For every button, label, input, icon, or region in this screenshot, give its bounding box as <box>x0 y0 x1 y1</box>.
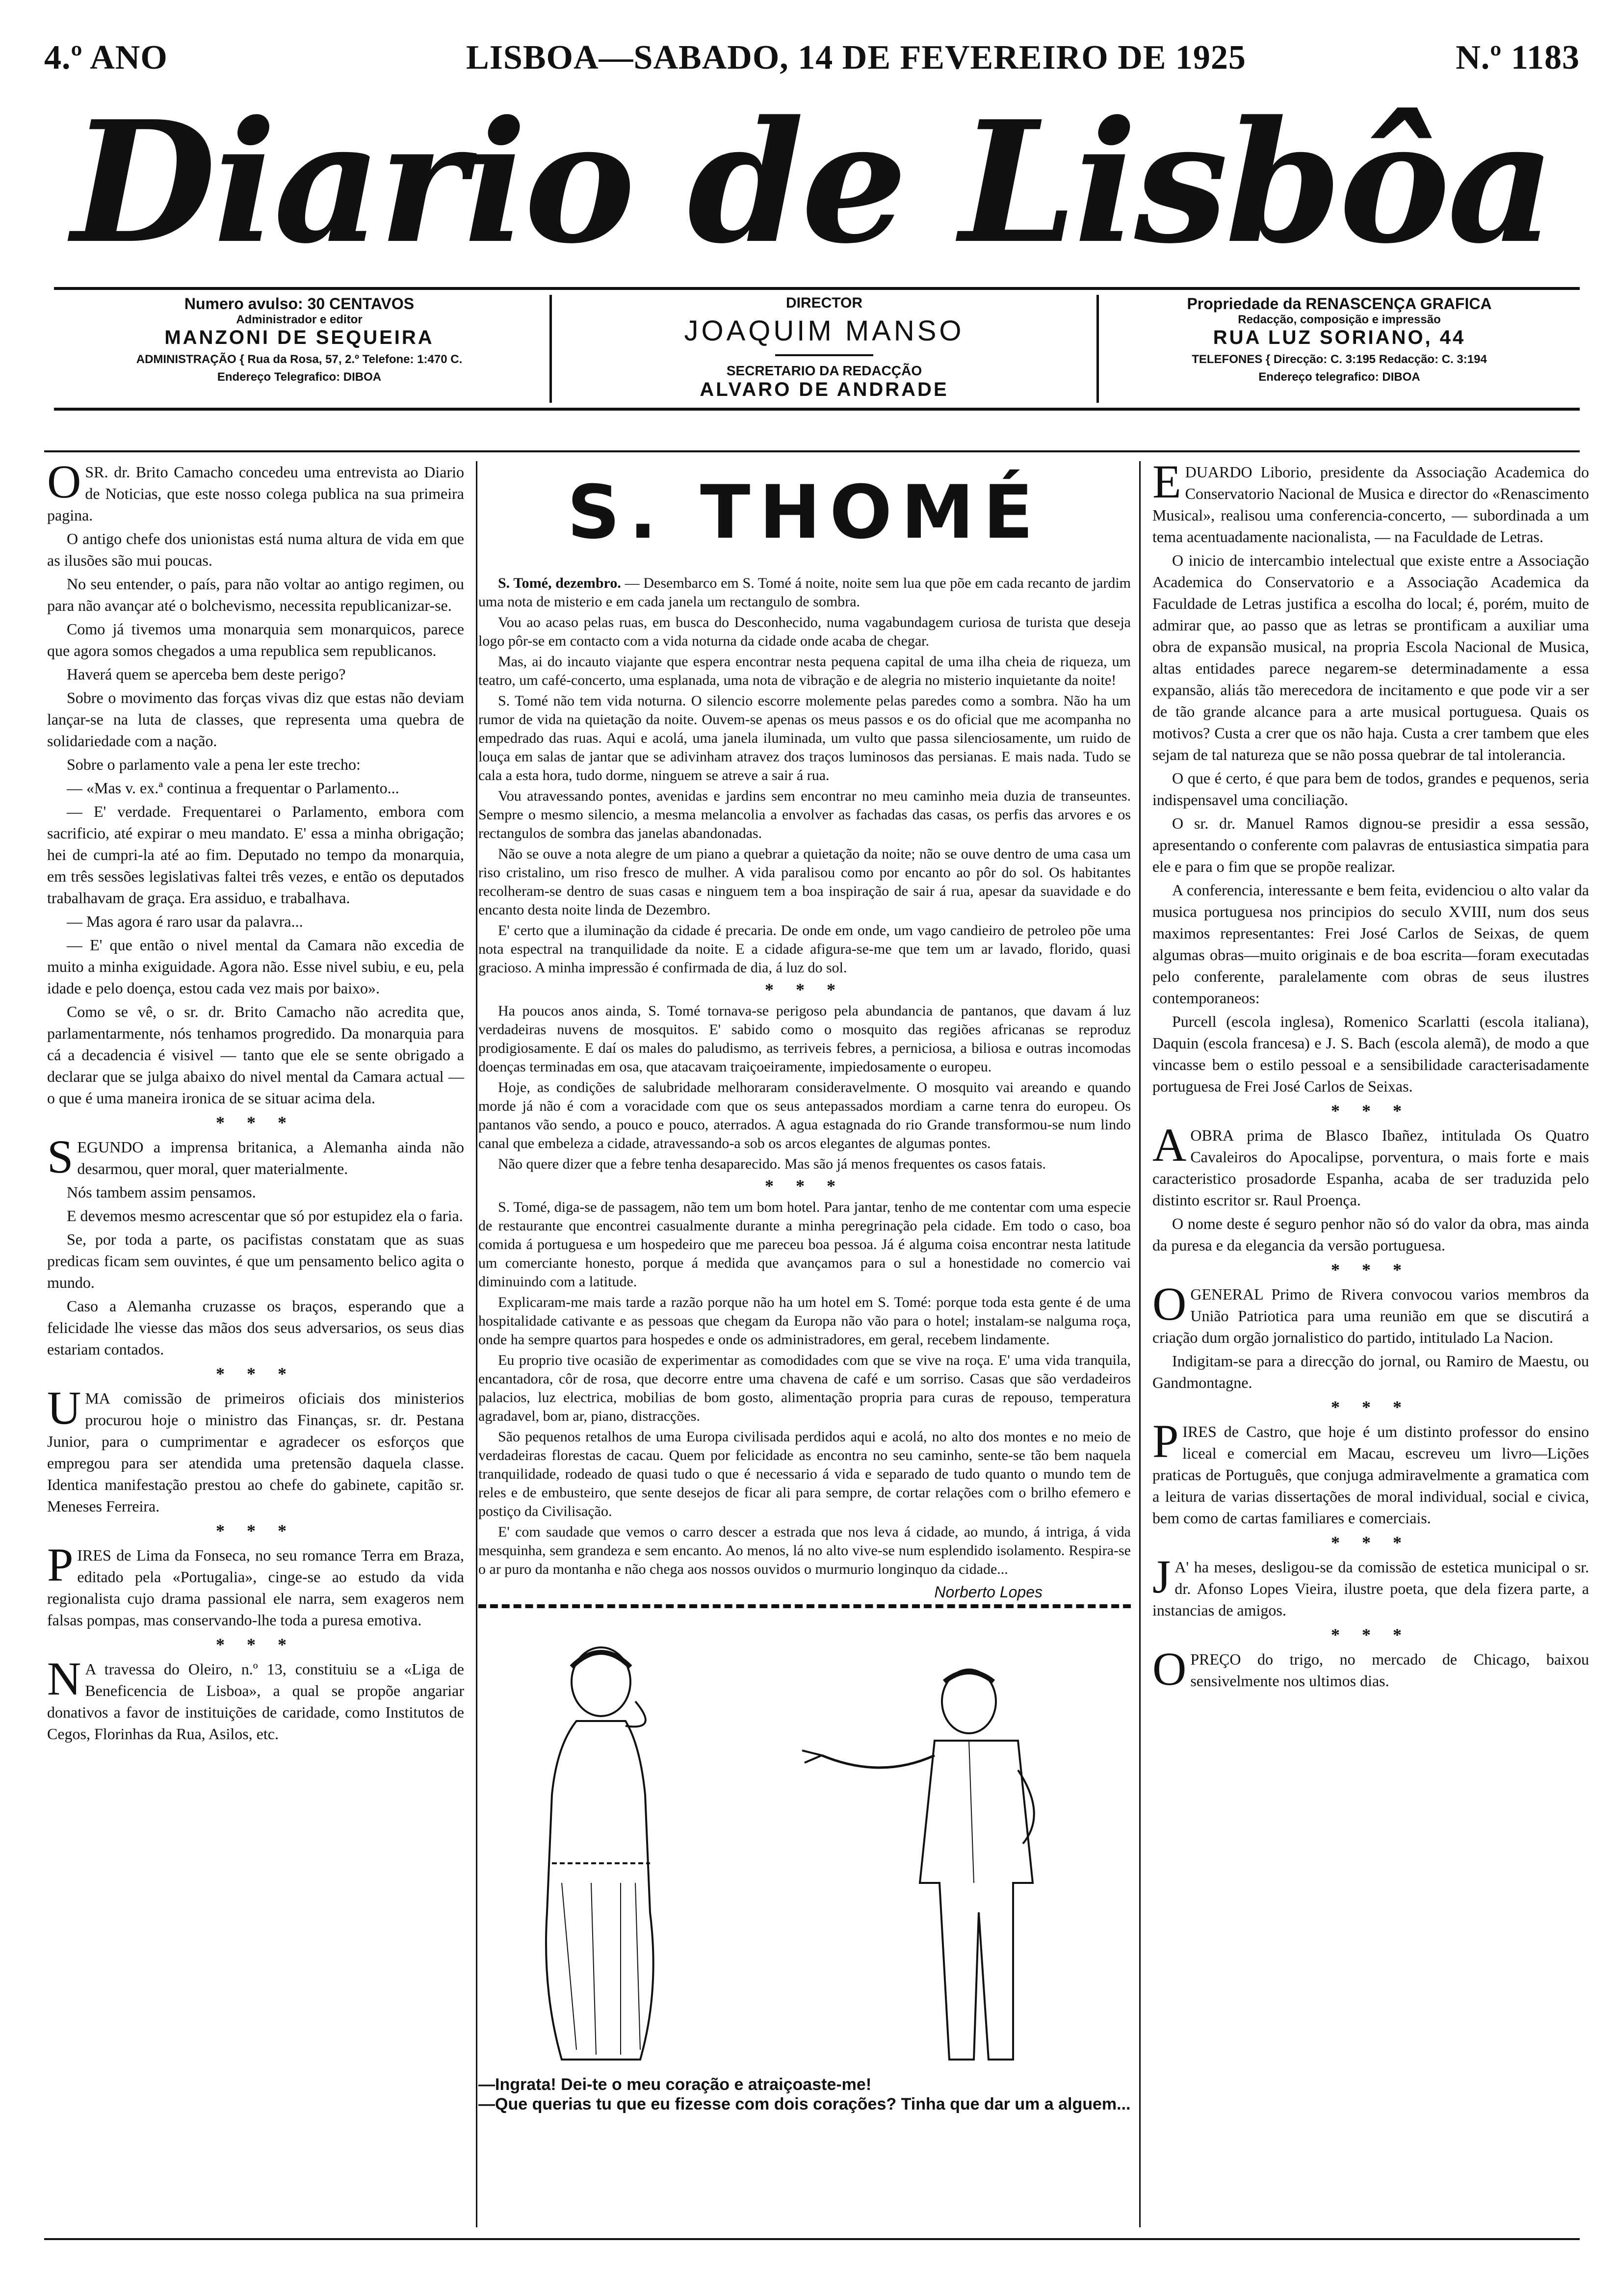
address: Rua da Rosa, 57, 2.º <box>247 353 359 366</box>
paragraph: Como já tivemos uma monarquia sem monarquicos, parece que agora somos chegados a uma republica sem republicanos. <box>47 620 464 659</box>
paragraph: Vou atravessando pontes, avenidas e jardins sem encontrar no meu caminho meia duzia de transeuntes. Sempre o mesmo silencio, a mesma melancolia a envolver as fachadas das casas, os perfis das arvores e os rectangulos de sombra das janelas abandonadas. <box>478 788 1131 841</box>
owner: Propriedade da RENASCENÇA GRAFICA <box>1187 295 1492 313</box>
drop-cap: E <box>1152 461 1181 508</box>
drop-cap: J <box>1152 1550 1171 1603</box>
paragraph: Como se vê, o sr. dr. Brito Camacho não acredita que, parlamentarmente, nós tenhamos progredido. Da monarquia para cá a decadencia é visivel — tanto que ele se sente obrigado a declarar que se julga abaixo do nivel mental da Camara actual — o que é uma maneira ironica de se situar acima dela. <box>47 1003 464 1107</box>
brief-text: IRES de Lima da Fonseca, no seu romance Terra em Braza, editado pela «Portugalia», cinge-se ao estudo da vida regionalista cujo drama passional ele narra, sem exageros nem falsas pompas, mas conservando-lhe toda a puresa emotiva. <box>47 1546 464 1629</box>
left-column <box>47 461 477 2227</box>
brief-officials <box>47 1382 464 1517</box>
brief-pires-de-castro <box>1152 1415 1589 1529</box>
article-headline: S. THOMÉ <box>567 470 1043 555</box>
drop-cap: S <box>47 1130 74 1183</box>
paragraph: Purcell (escola inglesa), Romenico Scarlatti (escola italiana), Daquin (escola francesa) e J. S. Bach (escola alemã), de modo a que vincasse bem o estilo pessoal e a sensibilidade caracterisadamente portuguesa de Frei José Carlos de Seixas. <box>1152 1013 1589 1095</box>
separator-stars: * * * <box>1331 1101 1410 1121</box>
drop-cap: P <box>1152 1415 1179 1467</box>
separator-stars: * * * <box>216 1521 295 1540</box>
director-label: DIRECTOR <box>785 295 863 311</box>
paragraph: Ha poucos anos ainda, S. Tomé tornava-se perigoso pela abundancia de pantanos, que davam á luz verdadeiras nuvens de mosquitos. E' sabido como o mosquito das regiões africanas se reproduz prodigiosamente. E daí os males do paludismo, as terriveis febres, a perniciosa, a biliosa e outras incomodas doenças terminadas em osa, que atacavam traiçoeiramente, impiedosamente o europeu. <box>478 1003 1131 1075</box>
brief-blasco-ibanez <box>1152 1119 1589 1211</box>
admin-label: Administrador e editor <box>236 313 363 326</box>
telegraph: Endereço Telegrafico: DIBOA <box>217 370 382 384</box>
price: Numero avulso: 30 CENTAVOS <box>184 295 415 313</box>
info-left <box>54 295 545 403</box>
press-address: RUA LUZ SORIANO, 44 <box>1213 327 1466 348</box>
paragraph: No seu entender, o país, para não voltar ao antigo regimen, ou para não avançar até o bolchevismo, necessita republicanizar-se. <box>47 575 464 614</box>
separator-stars: * * * <box>216 1113 295 1132</box>
phones-label: TELEFONES <box>1192 353 1263 366</box>
drop-cap: O <box>47 461 81 508</box>
brief-text: EGUNDO a imprensa britanica, a Alemanha ainda não desarmou, quer moral, quer materialmente. <box>77 1138 464 1177</box>
brief-text: DUARDO Liborio, presidente da Associação Academica do Conservatorio Nacional de Musica e director do «Renascimento Musical», realisou uma conferencia-concerto, — subordinada a um tema acentuadamente nacionalista, — na Faculdade de Letras. <box>1152 463 1589 546</box>
brief-text: IRES de Castro, que hoje é um distinto professor do ensino liceal e comercial em Macau, escreveu um livro—Lições praticas de Português, que conjuga admiravelmente a gramatica com a leitura de varias dissertações de moral individual, social e civica, bem como de cartas familiares e comerciais. <box>1152 1423 1589 1527</box>
brief-afonso-lopes-vieira <box>1152 1550 1589 1621</box>
admin-address-row: ADMINISTRAÇÃO { Rua da Rosa, 57, 2.º Telefone: 1:470 C. <box>136 353 463 366</box>
paragraph: Eu proprio tive ocasião de experimentar as comodidades com que se vive na roça. E' uma vida tranquila, encantadora, côr de rosa, que decorre entre uma chavena de café e um sorriso. Casas que são verdadeiros palacios, luz electrica, mobilias de bom gosto, alimentação propria para curas de repouso, temperatura agradavel, bom ar, piano, distracções. <box>478 1352 1131 1424</box>
cartoon-caption-2: —Que querias tu que eu fizesse com dois corações? Tinha que dar um a alguem... <box>478 2095 1131 2113</box>
byline: Norberto Lopes <box>934 1583 1043 1601</box>
article-body <box>478 574 1131 1601</box>
separator-stars: * * * <box>765 980 844 999</box>
paragraph: A conferencia, interessante e bem feita, evidenciou o alto valar da musica portuguesa nos principios do seculo XVIII, num dos seus maximos representantes: Frei José Carlos de Seixas, de quem algumas obras—muito originais e de boa escrita—foram executadas pelo conferente, paralelamente com obras de seus ilustres contemporaneos: <box>1152 881 1589 1007</box>
man-hair <box>944 1672 993 1682</box>
paragraph: Sobre o parlamento vale a pena ler este trecho: <box>67 756 361 773</box>
paragraph: Mas, ai do incauto viajante que espera encontrar nesta pequena capital de uma ilha cheia de riqueza, um teatro, um café-concerto, uma esplanada, uma nota de vibração e de alegria no misterio inquietante da noite! <box>478 653 1131 688</box>
press-label: Redacção, composição e impressão <box>1238 313 1441 326</box>
paragraph: Caso a Alemanha cruzasse os braços, esperando que a felicidade lhe viesse das mãos dos seus adversarios, os seus dias estariam contados. <box>47 1297 464 1358</box>
brief-text: MA comissão de primeiros oficiais dos ministerios procurou hoje o ministro das Finanças, sr. dr. Pestana Junior, para o cumprimentar e agradecer os esforços que empregou para ser atendida uma pretensão daquela classe. Identica manifestação prestou ao chefe do gabinete, capitão sr. Meneses Ferreira. <box>47 1389 464 1515</box>
man-suit <box>920 1741 1033 2060</box>
secretary-name: ALVARO DE ANDRADE <box>700 379 949 400</box>
address-label: ADMINISTRAÇÃO <box>136 353 236 366</box>
article-lead <box>478 574 1131 611</box>
man-hand <box>802 1750 822 1763</box>
paragraph: Indigitam-se para a direcção do jornal, ou Ramiro de Maestu, ou Gandmontagne. <box>1152 1352 1589 1391</box>
drop-cap: A <box>1152 1119 1187 1171</box>
telegraph-right: Endereço telegrafico: DIBOA <box>1258 370 1420 384</box>
paragraph: Nós tambem assim pensamos. <box>67 1183 256 1201</box>
paragraph: Haverá quem se aperceba bem deste perigo? <box>67 665 346 683</box>
paragraph: Vou ao acaso pelas ruas, em busca do Desconhecido, numa vagabundagem curiosa de turista que deseja logo pôr-se em contacto com a vida noturna da cidade onde acaba de chegar. <box>478 614 1131 649</box>
paragraph: O antigo chefe dos unionistas está numa altura de vida em que as ilusões são mui poucas. <box>47 530 464 569</box>
info-bar <box>54 287 1580 411</box>
info-middle <box>549 295 1099 403</box>
brief-text: A' ha meses, desligou-se da comissão de estetica municipal o sr. dr. Afonso Lopes Vieira, ilustre poeta, que dela fizera parte, a instancias de amigos. <box>1152 1558 1589 1619</box>
brief-text: PREÇO do trigo, no mercado de Chicago, baixou sensivelmente nos ultimos dias. <box>1190 1650 1589 1690</box>
issue-number: N.º 1183 <box>1456 39 1580 77</box>
paragraph: — Mas agora é raro usar da palavra... <box>67 913 303 930</box>
paragraph: — E' verdade. Frequentarei o Parlamento, embora com sacrificio, até expirar o meu mandato. E' essa a minha obrigação; hei de cumpri-la até ao fim. Deputado no tempo da monarquia, em três sessões legislativas faltei três vezes, e então os deputados trabalhavam de graça. Era assiduo, e trabalhava. <box>47 803 464 907</box>
brief-trigo <box>1152 1643 1589 1695</box>
paragraph: S. Tomé não tem vida noturna. O silencio escorre molemente pelas paredes como a sombra. Não ha um rumor de vida na quietação da noite. Ouvem-se apenas os meus passos e os do oficial que me acompanha no empedrado das ruas. Aqui e acolá, uma janela iluminada, um vulto que passa silenciosamente, um ruido de louça em salas de jantar que se adivinham atravez dos traços luminosos das persianas. E mais nada. Tudo se cala a esta hora, tudo dorme, ninguem se atreve a sair á rua. <box>478 693 1131 783</box>
drop-cap: U <box>47 1382 81 1434</box>
paragraph: E' com saudade que vemos o carro descer a estrada que nos leva á cidade, ao mundo, á intriga, á vida mesquinha, sem grandeza e sem encanto. Ao menos, lá no alto vive-se num esplendido isolamento. Respira-se o ar puro da montanha e não chega aos nossos ouvidos o murmurio longinquo da cidade... <box>478 1524 1131 1577</box>
secretary-label: SECRETARIO DA REDACÇÃO <box>726 363 922 378</box>
phones-row: TELEFONES { Direcção: C. 3:195 Redacção: C. 3:194 <box>1192 353 1487 366</box>
masthead-title: Diario de Lisbôa <box>71 85 1553 281</box>
woman-arm <box>626 1701 646 1726</box>
separator-stars: * * * <box>1331 1397 1410 1417</box>
paragraph: S. Tomé, diga-se de passagem, não tem um bom hotel. Para jantar, tenho de me contentar com uma especie de restaurante que encontrei casualmente durante a minha peregrinação pela cidade. Em todo o caso, boa comida á portuguesa e um hospedeiro que me pareceu boa pessoa. Já é alguma coisa encontrar nesta latitude um comerciante honesto, porque á medida que avançamos para o sul a honestidade no comercio vai diminuindo com a latitude. <box>478 1199 1131 1290</box>
paragraph: — E' que então o nivel mental da Camara não excedia de muito a minha exiguidade. Agora não. Esse nivel subiu, e eu, pela idade e pelo doença, estou cada vez mais por baixo». <box>47 936 464 997</box>
brief-text: GENERAL Primo de Rivera convocou varios membros da União Patriotica para uma reunião em que se discutirá a criação dum orgão jornalistico do partido, intitulado La Nacion. <box>1152 1285 1589 1346</box>
cartoon <box>478 1604 1131 2128</box>
paragraph: — «Mas v. ex.ª continua a frequentar o Parlamento... <box>67 779 399 797</box>
cartoon-illustration <box>478 1608 1131 2069</box>
drop-cap: P <box>47 1539 74 1591</box>
right-column <box>1139 461 1589 2227</box>
paragraph: O que é certo, é que para bem de todos, grandes e pequenos, seria indispensavel uma conciliação. <box>1152 769 1589 809</box>
separator-stars: * * * <box>216 1635 295 1654</box>
brief-camacho <box>47 461 464 526</box>
paragraph: O nome deste é seguro penhor não só do valor da obra, mas ainda da puresa e da elegancia da versão portuguesa. <box>1152 1215 1589 1254</box>
paragraph: E devemos mesmo acrescentar que só por estupidez ela o faria. <box>67 1207 463 1225</box>
paragraph: Sobre o movimento das forças vivas diz que estas não deviam lançar-se na luta de classes, que representa uma quebra de solidariedade com a nação. <box>47 689 464 750</box>
paragraph: Se, por toda a parte, os pacifistas constatam que as suas predicas ficam sem ouvintes, é que um pensamento belico agita o mundo. <box>47 1230 464 1291</box>
paragraph: Não se ouve a nota alegre de um piano a quebrar a quietação da noite; não se ouve dentro de uma casa um riso cristalino, um riso fresco de mulher. A vida paralisou como por encanto ao pôr do sol. Os habitantes recolheram-se dentro de suas casas e ninguem tem a boa inspiração de sair á rua, apesar da suavidade e do encanto desta noite linda de Dezembro. <box>478 846 1131 918</box>
main-article <box>478 461 1131 2227</box>
brief-primo-de-rivera <box>1152 1278 1589 1348</box>
divider <box>775 354 873 356</box>
drop-cap: O <box>1152 1643 1187 1695</box>
separator-stars: * * * <box>1331 1260 1410 1279</box>
dateline: LISBOA—SABADO, 14 DE FEVEREIRO DE 1925 <box>466 39 1246 77</box>
brief-text: OBRA prima de Blasco Ibañez, intitulada Os Quatro Cavaleiros do Apocalipse, porventura, o mais forte e mais caracteristico prosadorde Espanha, acaba de ser traduzida pelo distinto escritor sr. Raul Proença. <box>1152 1126 1589 1209</box>
year-label: 4.º ANO <box>44 39 168 77</box>
brief-pires-lima <box>47 1539 464 1631</box>
separator-stars: * * * <box>216 1364 295 1383</box>
woman-dress-folds <box>562 1883 640 2055</box>
phone-redaction: Redacção: C. 3:194 <box>1379 353 1487 366</box>
man-pointing-arm <box>822 1755 935 1768</box>
brief-text: SR. dr. Brito Camacho concedeu uma entrevista ao Diario de Noticias, que este nosso colega publica na sua primeira pagina. <box>47 463 464 524</box>
paragraph: O inicio de intercambio intelectual que existe entre a Associação Academica do Conservatorio e a Associação Academica da Faculdade de Letras justifica a escolha do local; é, porém, muito de admirar que, ao passo que as letras se prontificam a auxiliar uma obra de expansão musical, na propria Escola Nacional de Musica, altas entidades parece negarem-se determinadamente a essa expansão, aliás tão merecedora de incitamento e que pode vir a ser de tão grande alcance para a arte musical portuguesa. Quais os motivos? Custa a crer que os não haja. Custa a crer tambem que eles sejam de tal natureza que se não possa quebrar de tal intolerancia. <box>1152 551 1589 763</box>
brief-liga <box>47 1652 464 1745</box>
separator-stars: * * * <box>1331 1533 1410 1552</box>
paragraph: O sr. dr. Manuel Ramos dignou-se presidir a essa sessão, apresentando o conferente com palavras de entusiastica simpatia para ele e para o fim que se propõe realizar. <box>1152 814 1589 875</box>
phone-direction: Direcção: C. 3:195 <box>1273 353 1376 366</box>
info-right <box>1099 295 1580 403</box>
paragraph: Não quere dizer que a febre tenha desaparecido. Mas são já menos frequentes os casos fatais. <box>498 1156 1046 1172</box>
separator-stars: * * * <box>765 1176 844 1196</box>
admin-name: MANZONI DE SEQUEIRA <box>164 327 434 348</box>
lead-text: — Desembarco em S. Tomé á noite, noite sem lua que põe em cada recanto de jardim uma nota de misterio e em cada janela um rectangulo de sombra. <box>478 575 1131 610</box>
brief-germany <box>47 1130 464 1183</box>
paragraph: Hoje, as condições de salubridade melhoraram consideravelmente. O mosquito vai areando e quando morde já não é com a voracidade com que os seus antepassados mordiam a carne tenra do europeu. Os pantanos vão sendo, a pouco e pouco, aterrados. A agua estagnada do rio Grande transformou-se num lindo canal que embeleza a cidade, atravessando-a sob os arcos elegantes de algumas pontes. <box>478 1079 1131 1151</box>
lead-dateline: S. Tomé, dezembro. <box>498 575 621 591</box>
cartoon-caption-1: —Ingrata! Dei-te o meu coração e atraiçoaste-me! <box>478 2075 872 2094</box>
drop-cap: O <box>1152 1278 1187 1330</box>
paragraph: Explicaram-me mais tarde a razão porque não ha um hotel em S. Tomé: porque toda esta gente é de uma hospitalidade cativante e as pessoas que chegam da Europa não vão para o hotel; instalam-se nalguma roça, onde ha sempre quartos para hospedes e onde os administradores, em geral, recebem lindamente. <box>478 1294 1131 1348</box>
man-arm-on-hip <box>1018 1770 1034 1844</box>
drop-cap: N <box>47 1652 81 1705</box>
man-tie <box>969 1741 974 1883</box>
separator-stars: * * * <box>1331 1625 1410 1644</box>
paragraph: São pequenos retalhos de uma Europa civilisada perdidos aqui e acolá, no alto dos montes e no meio de verdadeiras florestas de cacau. Quem por felicidade as encontra no seu caminho, sente-se tão bem naquela tranquilidade, rodeado de quasi tudo o que é necessario á vida e separado de tudo quanto o mundo tem de reles e de embusteiro, que sente desejos de ficar ali para sempre, de cortar relações com o brilho efemero e postiço da Civilisação. <box>478 1429 1131 1519</box>
brief-text: A travessa do Oleiro, n.º 13, constituiu se a «Liga de Beneficencia de Lisboa», a qual se propõe angariar donativos a favor de instituições de caridade, como Institutos de Cegos, Florinhas da Rua, Asilos, etc. <box>47 1660 464 1743</box>
phone: Telefone: 1:470 C. <box>362 353 463 366</box>
top-line <box>44 38 1580 78</box>
woman-hair <box>572 1652 630 1667</box>
director-name: JOAQUIM MANSO <box>684 315 965 347</box>
brief-eduardo-liborio <box>1152 461 1589 548</box>
paragraph: E' certo que a iluminação da cidade é precaria. De onde em onde, um vago candieiro de petroleo põe uma nota espectral na tranquilidade da noite. E a cidade afigura-se-me que tem um ar lavado, florido, quasi gracioso. A minha impressão é confirmada de dia, á luz do sol. <box>478 922 1131 976</box>
